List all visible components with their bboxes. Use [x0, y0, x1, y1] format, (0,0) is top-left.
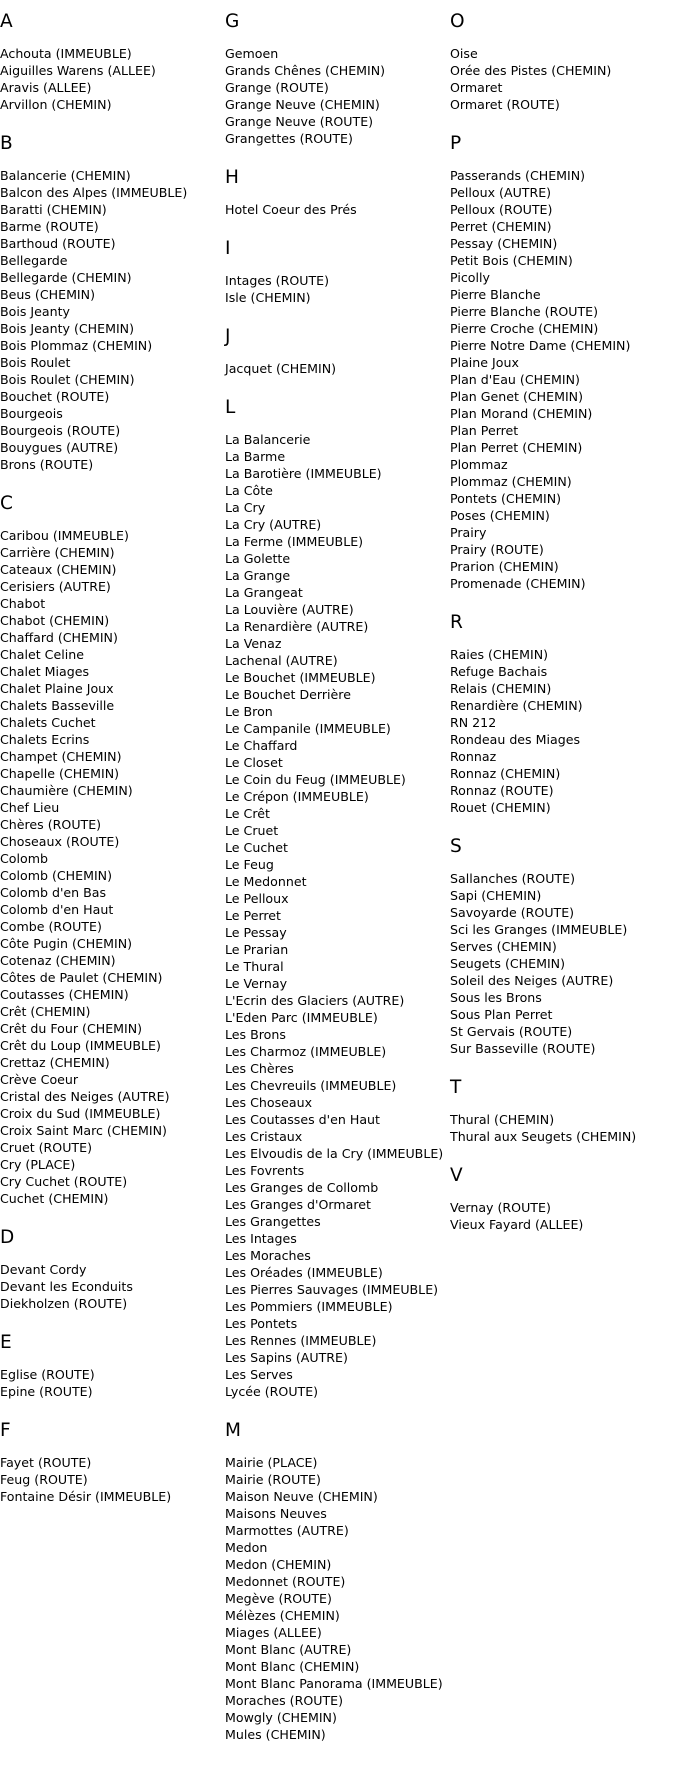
street-list-item[interactable]: Crève Coeur — [0, 1072, 79, 1087]
street-list-item[interactable]: Intages (ROUTE) — [225, 273, 330, 288]
street-list-item[interactable]: Devant les Econduits — [0, 1279, 133, 1294]
street-list-item[interactable]: Cry Cuchet (ROUTE) — [0, 1174, 128, 1189]
street-list-item[interactable]: Chalets Cuchet — [0, 715, 96, 730]
street-list-item[interactable]: Bois Roulet — [0, 355, 71, 370]
street-list-item[interactable]: Raies (CHEMIN) — [450, 647, 549, 662]
street-list-item[interactable]: Mélèzes (CHEMIN) — [225, 1608, 340, 1623]
street-list-item[interactable]: Cristal des Neiges (AUTRE) — [0, 1089, 170, 1104]
street-list-item[interactable]: Balancerie (CHEMIN) — [0, 168, 131, 183]
street-list-item[interactable]: Bourgeois (ROUTE) — [0, 423, 121, 438]
street-list-item[interactable]: Ronnaz — [450, 749, 497, 764]
street-list-item[interactable]: Pontets (CHEMIN) — [450, 491, 562, 506]
street-list-item[interactable]: Arvillon (CHEMIN) — [0, 97, 112, 112]
letter-section — [0, 133, 224, 473]
street-list-item[interactable]: Bourgeois — [0, 406, 63, 421]
section-letter-heading: F — [0, 1420, 11, 1441]
street-list-item[interactable]: Moraches (ROUTE) — [225, 1693, 344, 1708]
street-list-item[interactable]: Grange Neuve (ROUTE) — [225, 114, 374, 129]
street-list-item[interactable]: Caribou (IMMEUBLE) — [0, 528, 129, 543]
letter-section — [225, 326, 450, 377]
street-list-item[interactable]: Mont Blanc (AUTRE) — [225, 1642, 352, 1657]
letter-section — [450, 1165, 675, 1233]
street-list-item[interactable]: Sapi (CHEMIN) — [450, 888, 542, 903]
street-list-item[interactable]: Côtes de Paulet (CHEMIN) — [0, 970, 163, 985]
street-list-item[interactable]: Sous les Brons — [450, 990, 542, 1005]
section-letter-heading: T — [450, 1077, 462, 1098]
street-list-item[interactable]: Le Crépon (IMMEUBLE) — [225, 789, 369, 804]
street-list-item[interactable]: Les Granges d'Ormaret — [225, 1197, 371, 1212]
street-list — [450, 1111, 675, 1145]
street-list-item[interactable]: Serves (CHEMIN) — [450, 939, 557, 954]
letter-section — [225, 1420, 450, 1743]
street-list-item[interactable]: Le Thural — [225, 959, 284, 974]
letter-section — [0, 1420, 224, 1505]
section-letter-heading: P — [450, 133, 462, 154]
street-list-item[interactable]: Chabot — [0, 596, 46, 611]
street-list-item[interactable]: Prarion (CHEMIN) — [450, 559, 559, 574]
street-list — [225, 431, 450, 1400]
street-list-item[interactable]: Les Pierres Sauvages (IMMEUBLE) — [225, 1282, 439, 1297]
street-list-item[interactable]: Les Coutasses d'en Haut — [225, 1112, 380, 1127]
section-letter-heading: B — [0, 133, 13, 154]
street-index-column-2 — [225, 11, 450, 1763]
letter-section — [0, 11, 224, 113]
street-list-item[interactable]: Choseaux (ROUTE) — [0, 834, 120, 849]
street-list-item[interactable]: Coutasses (CHEMIN) — [0, 987, 129, 1002]
street-list-item[interactable]: Maisons Neuves — [225, 1506, 327, 1521]
street-list-item[interactable]: Pelloux (AUTRE) — [450, 185, 552, 200]
street-list-item[interactable]: Le Campanile (IMMEUBLE) — [225, 721, 391, 736]
street-list-item[interactable]: Mairie (PLACE) — [225, 1455, 318, 1470]
street-list-item[interactable]: Rouet (CHEMIN) — [450, 800, 551, 815]
street-list-item[interactable]: Cerisiers (AUTRE) — [0, 579, 111, 594]
street-list-item[interactable]: La Barotière (IMMEUBLE) — [225, 466, 382, 481]
street-list-item[interactable]: La Louvière (AUTRE) — [225, 602, 354, 617]
street-list-item[interactable]: Les Pontets — [225, 1316, 298, 1331]
street-list-item[interactable]: Plommaz (CHEMIN) — [450, 474, 572, 489]
street-list-item[interactable]: Cateaux (CHEMIN) — [0, 562, 117, 577]
street-list-item[interactable]: La Grangeat — [225, 585, 303, 600]
street-list-item[interactable]: Mont Blanc Panorama (IMMEUBLE) — [225, 1676, 443, 1691]
street-list-item[interactable]: Passerands (CHEMIN) — [450, 168, 586, 183]
street-list-item[interactable]: Les Oréades (IMMEUBLE) — [225, 1265, 383, 1280]
street-list-item[interactable]: Plan d'Eau (CHEMIN) — [450, 372, 580, 387]
street-list — [0, 1366, 224, 1400]
street-list-item[interactable]: Thural aux Seugets (CHEMIN) — [450, 1129, 637, 1144]
street-list-item[interactable]: Colomb — [0, 851, 48, 866]
street-list — [0, 1454, 224, 1505]
letter-section — [0, 493, 224, 1207]
street-list-item[interactable]: Bellegarde — [0, 253, 68, 268]
street-list-item[interactable]: Pierre Blanche — [450, 287, 541, 302]
street-list-item[interactable]: Bellegarde (CHEMIN) — [0, 270, 132, 285]
street-list-item[interactable]: Bois Jeanty — [0, 304, 70, 319]
street-list-item[interactable]: Le Closet — [225, 755, 283, 770]
street-list-item[interactable]: Chalets Basseville — [0, 698, 115, 713]
street-list — [225, 272, 450, 306]
street-list-item[interactable]: Plan Perret — [450, 423, 519, 438]
street-list-item[interactable]: RN 212 — [450, 715, 497, 730]
street-list-item[interactable]: Bouygues (AUTRE) — [0, 440, 119, 455]
street-list-item[interactable]: Fayet (ROUTE) — [0, 1455, 92, 1470]
street-list-item[interactable]: Prairy — [450, 525, 487, 540]
street-list-item[interactable]: Achouta (IMMEUBLE) — [0, 46, 132, 61]
street-list-item[interactable]: Savoyarde (ROUTE) — [450, 905, 575, 920]
street-list-item[interactable]: Colomb d'en Bas — [0, 885, 107, 900]
street-list-item[interactable]: Aiguilles Warens (ALLEE) — [0, 63, 156, 78]
section-letter-heading: E — [0, 1332, 12, 1353]
street-list-item[interactable]: Maison Neuve (CHEMIN) — [225, 1489, 378, 1504]
street-list-item[interactable]: Diekholzen (ROUTE) — [0, 1296, 128, 1311]
street-list-item[interactable]: Beus (CHEMIN) — [0, 287, 95, 302]
street-list-item[interactable]: Côte Pugin (CHEMIN) — [0, 936, 133, 951]
street-list-item[interactable]: Le Crêt — [225, 806, 270, 821]
street-list-item[interactable]: Les Intages — [225, 1231, 297, 1246]
street-list-item[interactable]: Devant Cordy — [0, 1262, 87, 1277]
street-list-item[interactable]: La Renardière (AUTRE) — [225, 619, 369, 634]
street-list-item[interactable]: Refuge Bachais — [450, 664, 548, 679]
street-list-item[interactable]: Crêt du Loup (IMMEUBLE) — [0, 1038, 161, 1053]
street-list-item[interactable]: Le Feug — [225, 857, 274, 872]
section-letter-heading: J — [225, 326, 231, 347]
street-list-item[interactable]: Champet (CHEMIN) — [0, 749, 122, 764]
street-list-item[interactable]: Balcon des Alpes (IMMEUBLE) — [0, 185, 188, 200]
section-letter-heading: A — [0, 11, 13, 32]
street-list-item[interactable]: Orée des Pistes (CHEMIN) — [450, 63, 612, 78]
street-list — [0, 1261, 224, 1312]
street-list-item[interactable]: Grands Chênes (CHEMIN) — [225, 63, 386, 78]
street-list-item[interactable]: La Barme — [225, 449, 286, 464]
section-letter-heading: G — [225, 11, 240, 32]
street-list-item[interactable]: Perret (CHEMIN) — [450, 219, 552, 234]
street-list-item[interactable]: Chalet Miages — [0, 664, 90, 679]
street-list — [225, 201, 450, 218]
street-index-column-3 — [450, 11, 675, 1253]
street-list-item[interactable]: Le Prarian — [225, 942, 289, 957]
street-list — [450, 1199, 675, 1233]
street-list-item[interactable]: Oise — [450, 46, 478, 61]
street-list-item[interactable]: La Cry (AUTRE) — [225, 517, 322, 532]
street-list-item[interactable]: Jacquet (CHEMIN) — [225, 361, 337, 376]
street-list-item[interactable]: La Grange — [225, 568, 291, 583]
street-list-item[interactable]: Croix du Sud (IMMEUBLE) — [0, 1106, 161, 1121]
street-list-item[interactable]: Chaumière (CHEMIN) — [0, 783, 133, 798]
street-list-item[interactable]: La Ferme (IMMEUBLE) — [225, 534, 364, 549]
street-list-item[interactable]: Cuchet (CHEMIN) — [0, 1191, 109, 1206]
street-list-item[interactable]: Medon (CHEMIN) — [225, 1557, 332, 1572]
street-list-item[interactable]: Le Bouchet (IMMEUBLE) — [225, 670, 376, 685]
street-list-item[interactable]: Carrière (CHEMIN) — [0, 545, 115, 560]
street-list-item[interactable]: Les Chères — [225, 1061, 294, 1076]
street-list — [450, 45, 675, 113]
street-list-item[interactable]: Grangettes (ROUTE) — [225, 131, 353, 146]
street-list-item[interactable]: Plan Perret (CHEMIN) — [450, 440, 583, 455]
section-letter-heading: V — [450, 1165, 463, 1186]
street-list-item[interactable]: La Golette — [225, 551, 291, 566]
street-list-item[interactable]: Les Pommiers (IMMEUBLE) — [225, 1299, 393, 1314]
street-list-item[interactable]: Aravis (ALLEE) — [0, 80, 92, 95]
street-list-item[interactable]: Ronnaz (ROUTE) — [450, 783, 554, 798]
street-list-item[interactable]: Le Pelloux — [225, 891, 289, 906]
section-letter-heading: D — [0, 1227, 15, 1248]
street-list-item[interactable]: Cruet (ROUTE) — [0, 1140, 92, 1155]
street-list-item[interactable]: Eglise (ROUTE) — [0, 1367, 95, 1382]
street-list-item[interactable]: Promenade (CHEMIN) — [450, 576, 586, 591]
letter-section — [450, 1077, 675, 1145]
letter-section — [225, 11, 450, 147]
street-list-item[interactable]: Croix Saint Marc (CHEMIN) — [0, 1123, 167, 1138]
street-list-item[interactable]: L'Ecrin des Glaciers (AUTRE) — [225, 993, 405, 1008]
street-list — [450, 870, 675, 1057]
street-list-item[interactable]: Chalet Plaine Joux — [0, 681, 114, 696]
street-list-item[interactable]: Gemoen — [225, 46, 279, 61]
street-list-item[interactable]: Pierre Croche (CHEMIN) — [450, 321, 599, 336]
section-letter-heading: C — [0, 493, 13, 514]
street-list — [0, 45, 224, 113]
street-list-item[interactable]: Sallanches (ROUTE) — [450, 871, 575, 886]
street-list-item[interactable]: Sur Basseville (ROUTE) — [450, 1041, 596, 1056]
street-list — [0, 527, 224, 1207]
street-list-item[interactable]: La Balancerie — [225, 432, 311, 447]
street-list-item[interactable]: La Cry — [225, 500, 266, 515]
street-list-item[interactable]: Chalet Celine — [0, 647, 84, 662]
street-list-item[interactable]: Plan Genet (CHEMIN) — [450, 389, 584, 404]
street-list-item[interactable]: Lycée (ROUTE) — [225, 1384, 319, 1399]
street-list-item[interactable]: Vieux Fayard (ALLEE) — [450, 1217, 584, 1232]
section-letter-heading: M — [225, 1420, 241, 1441]
street-list-item[interactable]: Rondeau des Miages — [450, 732, 581, 747]
street-list-item[interactable]: Mowgly (CHEMIN) — [225, 1710, 337, 1725]
street-list-item[interactable]: Sous Plan Perret — [450, 1007, 553, 1022]
street-list-item[interactable]: Miages (ALLEE) — [225, 1625, 322, 1640]
street-list-item[interactable]: Crettaz (CHEMIN) — [0, 1055, 110, 1070]
street-list-item[interactable]: Relais (CHEMIN) — [450, 681, 552, 696]
street-list-item[interactable]: Le Chaffard — [225, 738, 298, 753]
street-list-item[interactable]: Poses (CHEMIN) — [450, 508, 550, 523]
street-list-item[interactable]: Epine (ROUTE) — [0, 1384, 93, 1399]
letter-section — [450, 11, 675, 113]
street-list-item[interactable]: Chalets Ecrins — [0, 732, 90, 747]
street-list — [225, 1454, 450, 1743]
letter-section — [450, 133, 675, 592]
street-list-item[interactable]: Colomb (CHEMIN) — [0, 868, 113, 883]
street-list-item[interactable]: Megève (ROUTE) — [225, 1591, 332, 1606]
section-letter-heading: L — [225, 397, 236, 418]
street-list-item[interactable]: Thural (CHEMIN) — [450, 1112, 555, 1127]
street-list-item[interactable]: Pessay (CHEMIN) — [450, 236, 558, 251]
street-list-item[interactable]: Le Coin du Feug (IMMEUBLE) — [225, 772, 406, 787]
street-list-item[interactable]: La Côte — [225, 483, 273, 498]
street-list-item[interactable]: Ronnaz (CHEMIN) — [450, 766, 561, 781]
street-list-item[interactable]: Crêt du Four (CHEMIN) — [0, 1021, 143, 1036]
street-list-item[interactable]: Pierre Blanche (ROUTE) — [450, 304, 599, 319]
street-list-item[interactable]: Le Medonnet — [225, 874, 307, 889]
street-list-item[interactable]: Petit Bois (CHEMIN) — [450, 253, 573, 268]
street-list-item[interactable]: Plaine Joux — [450, 355, 519, 370]
street-list-item[interactable]: Les Sapins (AUTRE) — [225, 1350, 348, 1365]
letter-section — [450, 836, 675, 1057]
street-list-item[interactable]: Plan Morand (CHEMIN) — [450, 406, 593, 421]
street-list-item[interactable]: Sci les Granges (IMMEUBLE) — [450, 922, 628, 937]
street-list-item[interactable]: Baratti (CHEMIN) — [0, 202, 107, 217]
street-list-item[interactable]: Les Serves — [225, 1367, 293, 1382]
section-letter-heading: S — [450, 836, 462, 857]
street-list-item[interactable]: Les Charmoz (IMMEUBLE) — [225, 1044, 387, 1059]
street-list — [450, 646, 675, 816]
street-list-item[interactable]: Mairie (ROUTE) — [225, 1472, 321, 1487]
street-list-item[interactable]: Grange Neuve (CHEMIN) — [225, 97, 380, 112]
letter-section — [0, 1227, 224, 1312]
street-list-item[interactable]: Le Pessay — [225, 925, 287, 940]
street-index-column-1 — [0, 11, 224, 1525]
street-list-item[interactable]: Feug (ROUTE) — [0, 1472, 88, 1487]
street-list-item[interactable]: Les Rennes (IMMEUBLE) — [225, 1333, 377, 1348]
street-list-item[interactable]: Combe (ROUTE) — [0, 919, 102, 934]
street-list-item[interactable]: Pierre Notre Dame (CHEMIN) — [450, 338, 631, 353]
street-list-item[interactable]: Seugets (CHEMIN) — [450, 956, 566, 971]
section-letter-heading: H — [225, 167, 239, 188]
street-list-item[interactable]: Les Choseaux — [225, 1095, 313, 1110]
street-list-item[interactable]: Fontaine Désir (IMMEUBLE) — [0, 1489, 172, 1504]
street-list-item[interactable]: Ormaret — [450, 80, 503, 95]
street-list-item[interactable]: Le Bron — [225, 704, 273, 719]
street-list-item[interactable]: Le Perret — [225, 908, 281, 923]
street-list-item[interactable]: Les Cristaux — [225, 1129, 303, 1144]
letter-section — [450, 612, 675, 816]
street-list-item[interactable]: Hotel Coeur des Prés — [225, 202, 357, 217]
street-list-item[interactable]: Vernay (ROUTE) — [450, 1200, 551, 1215]
street-list-item[interactable]: Mont Blanc (CHEMIN) — [225, 1659, 360, 1674]
section-letter-heading: O — [450, 11, 465, 32]
street-list-item[interactable]: Le Vernay — [225, 976, 288, 991]
letter-section — [225, 397, 450, 1400]
street-list-item[interactable]: Grange (ROUTE) — [225, 80, 329, 95]
street-list-item[interactable]: Les Chevreuils (IMMEUBLE) — [225, 1078, 397, 1093]
street-list-item[interactable]: Les Brons — [225, 1027, 286, 1042]
street-list-item[interactable]: Le Bouchet Derrière — [225, 687, 351, 702]
street-list-item[interactable]: Les Moraches — [225, 1248, 311, 1263]
street-list-item[interactable]: La Venaz — [225, 636, 282, 651]
street-list-item[interactable]: Ormaret (ROUTE) — [450, 97, 560, 112]
street-list-item[interactable]: Medon — [225, 1540, 268, 1555]
section-letter-heading: I — [225, 238, 231, 259]
street-list-item[interactable]: Chabot (CHEMIN) — [0, 613, 110, 628]
street-list-item[interactable]: L'Eden Parc (IMMEUBLE) — [225, 1010, 378, 1025]
street-list-item[interactable]: Medonnet (ROUTE) — [225, 1574, 346, 1589]
street-list-item[interactable]: Cry (PLACE) — [0, 1157, 76, 1172]
street-list-item[interactable]: Soleil des Neiges (AUTRE) — [450, 973, 614, 988]
letter-section — [225, 167, 450, 218]
street-list-item[interactable]: Isle (CHEMIN) — [225, 290, 311, 305]
street-list-item[interactable]: Colomb d'en Haut — [0, 902, 114, 917]
street-list-item[interactable]: Les Elvoudis de la Cry (IMMEUBLE) — [225, 1146, 444, 1161]
street-list-item[interactable]: Renardière (CHEMIN) — [450, 698, 583, 713]
street-list — [450, 167, 675, 592]
letter-section — [0, 1332, 224, 1400]
street-list-item[interactable]: Cotenaz (CHEMIN) — [0, 953, 116, 968]
street-list-item[interactable]: St Gervais (ROUTE) — [450, 1024, 573, 1039]
street-list-item[interactable]: Marmottes (AUTRE) — [225, 1523, 349, 1538]
street-list — [225, 45, 450, 147]
street-list-item[interactable]: Chapelle (CHEMIN) — [0, 766, 120, 781]
street-list-item[interactable]: Bois Jeanty (CHEMIN) — [0, 321, 135, 336]
street-list-item[interactable]: Chef Lieu — [0, 800, 60, 815]
street-list-item[interactable]: Barthoud (ROUTE) — [0, 236, 116, 251]
street-list-item[interactable]: Chères (ROUTE) — [0, 817, 102, 832]
street-list-item[interactable]: Bouchet (ROUTE) — [0, 389, 110, 404]
street-list-item[interactable]: Picolly — [450, 270, 490, 285]
street-list-item[interactable]: Les Fovrents — [225, 1163, 305, 1178]
street-list — [0, 167, 224, 473]
street-list-item[interactable]: Les Granges de Collomb — [225, 1180, 379, 1195]
street-list-item[interactable]: Prairy (ROUTE) — [450, 542, 544, 557]
street-list-item[interactable]: Pelloux (ROUTE) — [450, 202, 553, 217]
street-list-item[interactable]: Mules (CHEMIN) — [225, 1727, 326, 1742]
street-list-item[interactable]: Les Grangettes — [225, 1214, 321, 1229]
street-list-item[interactable]: Lachenal (AUTRE) — [225, 653, 338, 668]
street-list-item[interactable]: Barme (ROUTE) — [0, 219, 99, 234]
street-list-item[interactable]: Bois Roulet (CHEMIN) — [0, 372, 135, 387]
street-list-item[interactable]: Brons (ROUTE) — [0, 457, 94, 472]
street-list-item[interactable]: Le Cruet — [225, 823, 279, 838]
street-list-item[interactable]: Le Cuchet — [225, 840, 288, 855]
street-list-item[interactable]: Plommaz — [450, 457, 508, 472]
street-list-item[interactable]: Bois Plommaz (CHEMIN) — [0, 338, 153, 353]
street-list-item[interactable]: Chaffard (CHEMIN) — [0, 630, 118, 645]
letter-section — [225, 238, 450, 306]
section-letter-heading: R — [450, 612, 463, 633]
street-list-item[interactable]: Crêt (CHEMIN) — [0, 1004, 91, 1019]
street-list — [225, 360, 450, 377]
